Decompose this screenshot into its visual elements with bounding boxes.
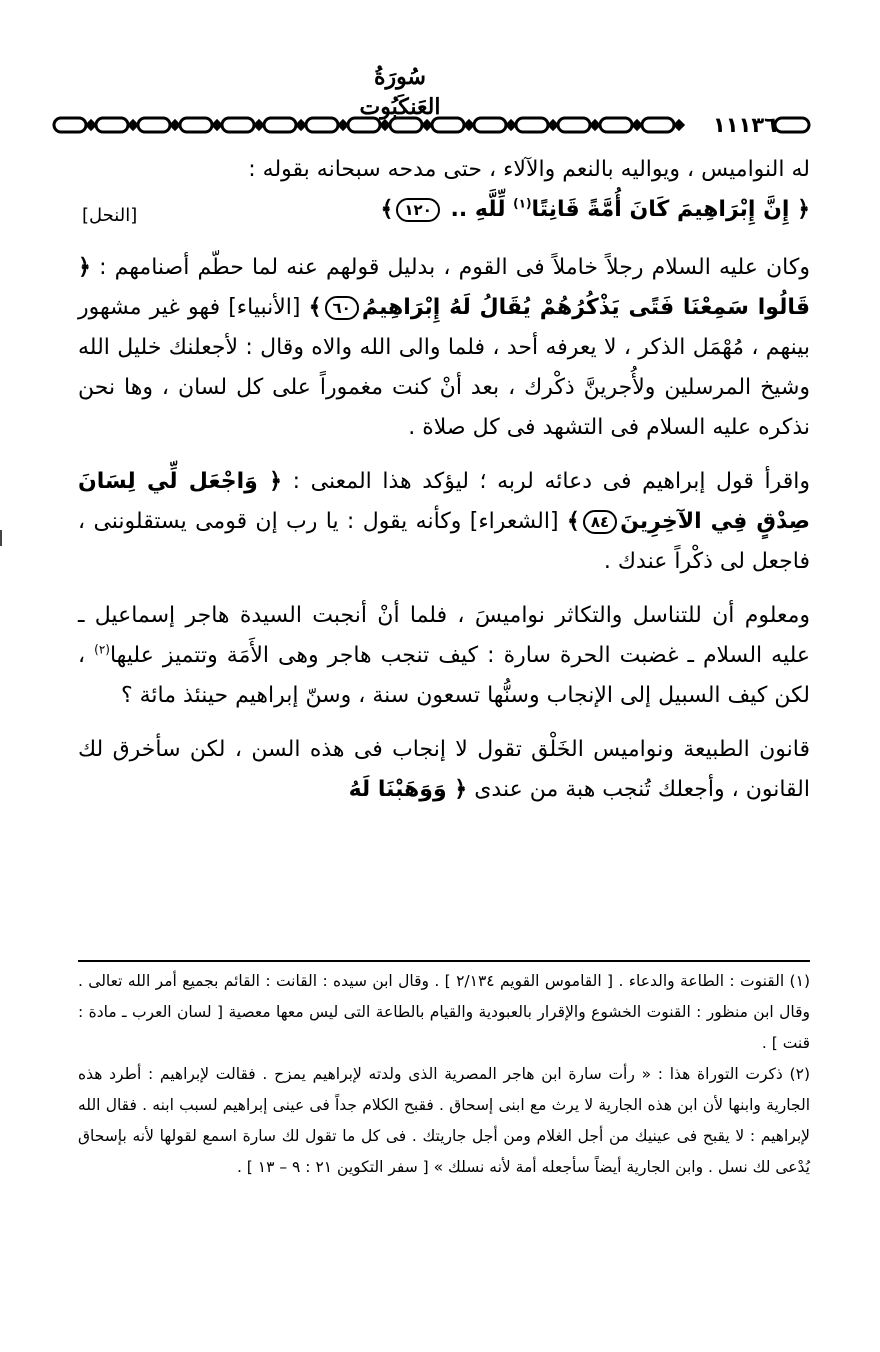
chain-link (306, 118, 338, 132)
footnote-2 (78, 1059, 810, 1183)
verse-text: لِّلَّهِ .. (442, 197, 506, 222)
chain-link (432, 118, 464, 132)
footnote-1 (78, 966, 810, 1059)
text-span: ، لكن كيف السبيل إلى الإنجاب وسنُّها تسعون سنة ، وسنّ إبراهيم حينئذ مائة ؟ (78, 643, 810, 708)
footnotes (78, 966, 810, 1183)
chain-link (558, 118, 590, 132)
chain-diamond (549, 121, 557, 129)
verse-text: ﴿ وَاجْعَل لِّي لِسَانَ صِدْقٍ فِي الآخِرِينَ (78, 469, 810, 534)
footnote-divider (78, 960, 810, 962)
chain-diamond (339, 121, 347, 129)
chain-diamond (675, 121, 683, 129)
verse-number: ٦٠ (325, 296, 359, 320)
chain-link (474, 118, 506, 132)
quran-verse (381, 190, 810, 230)
footnote-text: القنوت : الطاعة والدعاء . [ القاموس القويم ٢/١٣٤ ] . وقال ابن سيده : القانت : القائم بجميع أمر الله تعالى . وقال ابن منظور : القنوت الخشوع والإقرار بالعبودية والقيام بالطاعة التى ليس معها معصية [ لسان العرب ـ مادة : قنت ] . (78, 972, 810, 1052)
footnote-ref[interactable]: (١) (513, 196, 532, 211)
chain-link (390, 118, 422, 132)
quran-verse: ﴿ وَوَهَبْنَا لَهُ (348, 777, 468, 802)
chain-link (642, 118, 674, 132)
main-text (78, 150, 810, 810)
verse-text: ﴿ إِنَّ إِبْرَاهِيمَ كَانَ أُمَّةً قَانِتًا (531, 197, 810, 222)
verse-text: ﴿ قَالُوا سَمِعْنَا فَتًى يَذْكُرُهُمْ يُقَالُ لَهُ إِبْرَاهِيمُ (78, 255, 810, 320)
paragraph (78, 462, 810, 582)
chain-diamond (381, 121, 389, 129)
scan-mark (0, 530, 2, 546)
page-header-band (50, 112, 815, 138)
verse-number: ١٢٠ (396, 198, 439, 222)
verse-number: ٨٤ (583, 510, 617, 534)
chain-link (180, 118, 212, 132)
verse-bracket: ﴾ (380, 197, 394, 222)
text-span: [الشعراء] وكأنه يقول : يا رب إن قومى يستقلوننى ، فاجعل لى ذكْراً عندك . (78, 509, 810, 574)
paragraph (78, 596, 810, 716)
text-span: ومعلوم أن للتناسل والتكاثر نواميسَ ، فلما أنْ أنجبت السيدة هاجر إسماعيل ـ عليه السلام ـ غضبت الحرة سارة : كيف تنجب هاجر وهى الأَمَة وتتميز عليها (78, 603, 810, 668)
paragraph (78, 248, 810, 448)
chain-diamond (423, 121, 431, 129)
chain-diamond (213, 121, 221, 129)
quran-verse-line (78, 190, 810, 234)
footnote-ref[interactable]: (٢) (94, 642, 110, 657)
surah-reference: [النحل] (82, 205, 138, 226)
verse-bracket: ﴾ (566, 509, 580, 534)
paragraph (78, 730, 810, 810)
chain-link (516, 118, 548, 132)
chain-diamond (633, 121, 641, 129)
verse-bracket: ﴾ (308, 295, 322, 320)
text-span: وكان عليه السلام رجلاً خاملاً فى القوم ، بدليل قولهم عنه لما حطّم أصنامهم : (99, 255, 810, 280)
chain-link (348, 118, 380, 132)
chain-diamond (171, 121, 179, 129)
chain-link (222, 118, 254, 132)
text-span: [الأنبياء] فهو غير مشهور بينهم ، مُهْمَل الذكر ، لا يعرفه أحد ، فلما والى الله والاه وقال : لأجعلنك خليل الله وشيخ المرسلين ولأُجرينَّ ذكْرك ، بعد أنْ كنت مغموراً على كل لسان ، وها نحن نذكره عليه السلام فى التشهد فى كل صلاة . (78, 295, 810, 440)
text-line: له النواميس ، ويواليه بالنعم والآلاء ، حتى مدحه سبحانه بقوله : (248, 157, 810, 182)
ornament-chain-icon (50, 112, 815, 138)
text-span: واقرأ قول إبراهيم فى دعائه لربه ؛ ليؤكد هذا المعنى : (292, 469, 810, 494)
page-number: ١١١٣٦ (712, 113, 777, 137)
surah-title: سُورَةُ العَنكَبُوت (359, 64, 441, 120)
chain-link (775, 118, 809, 132)
chain-diamond (591, 121, 599, 129)
chain-link (54, 118, 86, 132)
chain-link (96, 118, 128, 132)
chain-link (600, 118, 632, 132)
text-span: قانون الطبيعة ونواميس الخَلْق تقول لا إنجاب فى هذه السن ، لكن سأخرق لك القانون ، وأجعلك تُنجب هبة من عندى (78, 737, 810, 802)
chain-diamond (129, 121, 137, 129)
chain-diamond (507, 121, 515, 129)
chain-diamond (465, 121, 473, 129)
footnote-text: ذكرت التوراة هذا : « رأت سارة ابن هاجر المصرية الذى ولدته لإبراهيم يمزح . فقالت لإبراهيم : أطرد هذه الجارية وابنها لأن ابن هذه الجارية لا يرث مع ابنى إسحاق . فقبح الكلام جداً فى عينى إبراهيم لسبب ابنه . فقال الله لإبراهيم : لا يقبح فى عينيك من أجل الغلام ومن أجل جاريتك . فى كل ما تقول لك سارة اسمع لقولها لأنه بإسحاق يُدْعى لك نسل . وابن الجارية أيضاً سأجعله أمة لأنه نسلك » [ سفر التكوين ٢١ : ٩ – ١٣ ] . (78, 1065, 810, 1176)
footnote-marker: (١) (789, 972, 810, 990)
chain-diamond (255, 121, 263, 129)
chain-link (264, 118, 296, 132)
chain-diamond (297, 121, 305, 129)
chain-link (138, 118, 170, 132)
footnote-marker: (٢) (789, 1065, 810, 1083)
chain-diamond (87, 121, 95, 129)
